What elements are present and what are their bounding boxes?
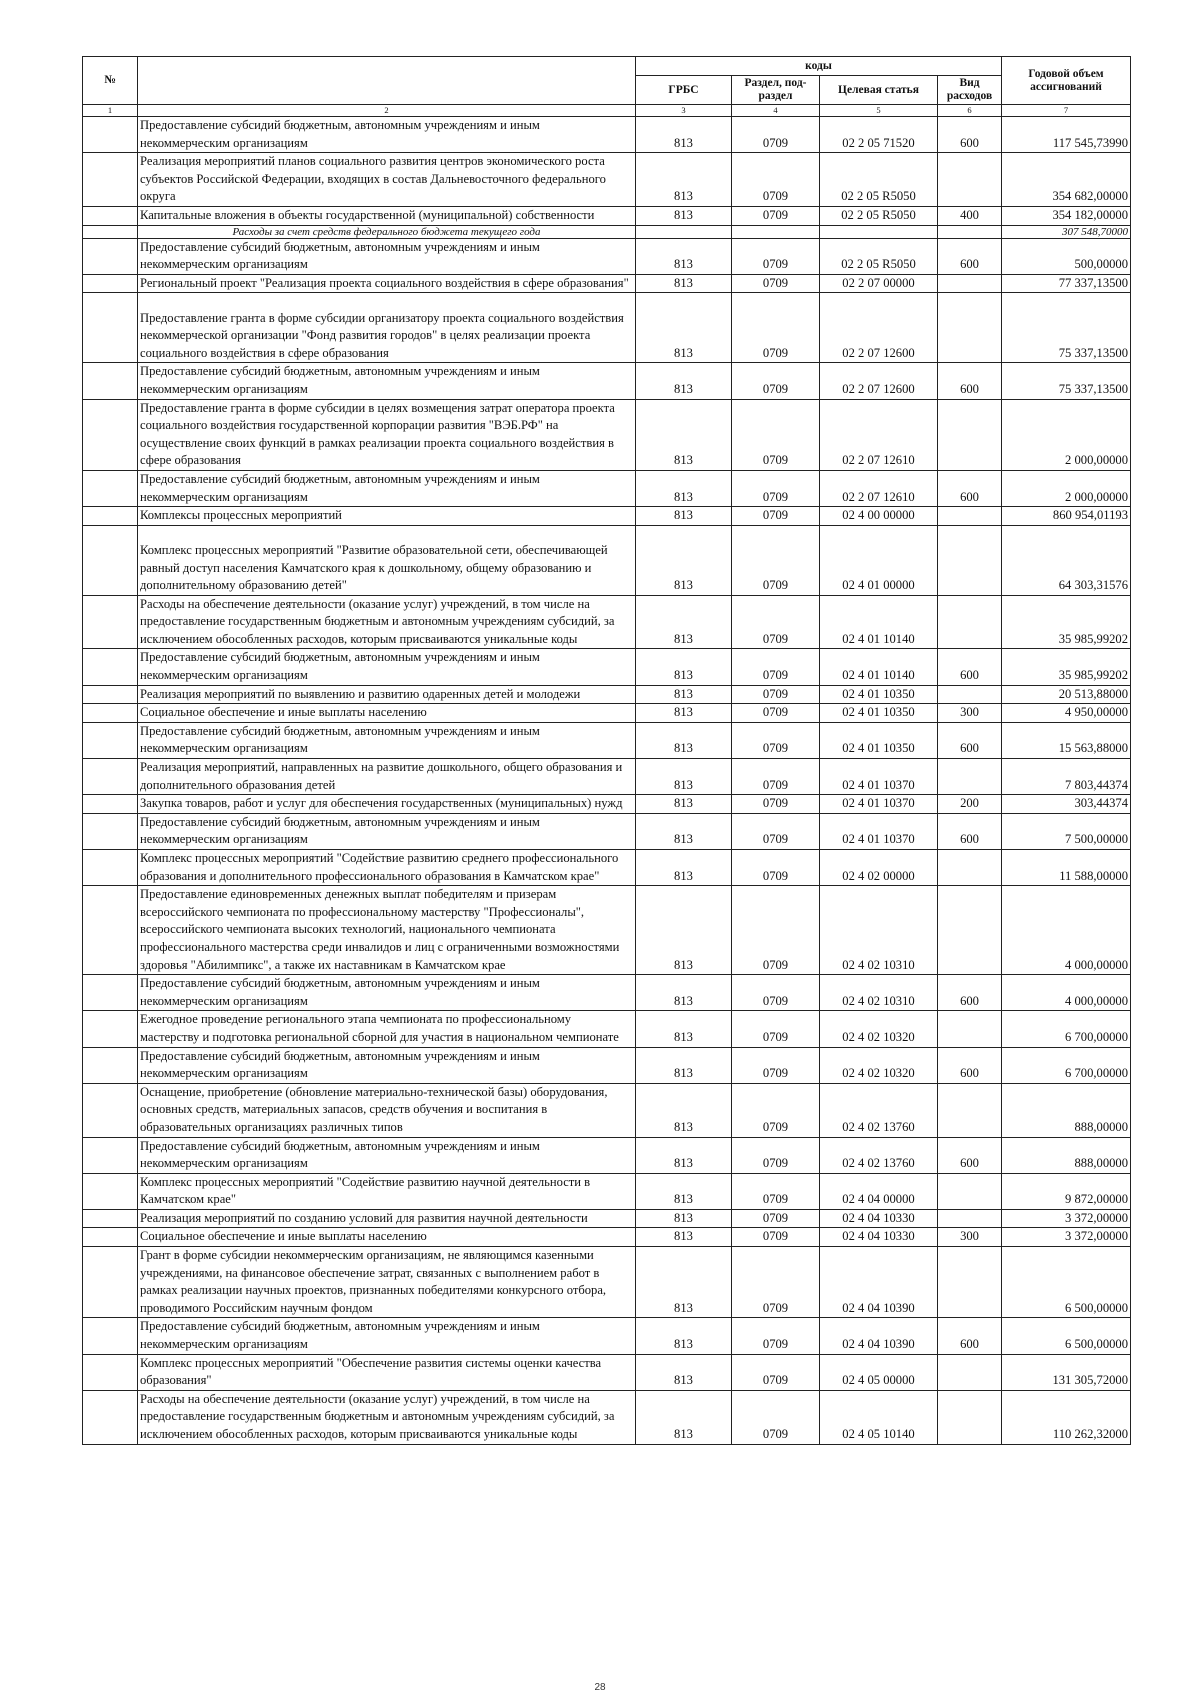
row-amount: 2 000,00000 (1002, 399, 1131, 470)
header-razdel: Раздел, под-раздел (732, 76, 820, 105)
row-razdel: 0709 (732, 1318, 820, 1354)
row-amount: 500,00000 (1002, 238, 1131, 274)
row-description: Комплексы процессных мероприятий (138, 507, 636, 526)
row-target-article: 02 4 00 00000 (820, 507, 938, 526)
row-grbs: 813 (636, 1318, 732, 1354)
row-number (83, 153, 138, 207)
header-grbs: ГРБС (636, 76, 732, 105)
row-expense-type (938, 595, 1002, 649)
document-page (82, 56, 1130, 1445)
row-number (83, 1173, 138, 1209)
row-razdel: 0709 (732, 1247, 820, 1318)
row-expense-type (938, 225, 1002, 238)
row-razdel: 0709 (732, 1083, 820, 1137)
row-number (83, 1137, 138, 1173)
row-grbs: 813 (636, 795, 732, 814)
table-row (83, 1173, 1131, 1209)
row-amount: 860 954,01193 (1002, 507, 1131, 526)
row-expense-type: 600 (938, 363, 1002, 399)
row-grbs: 813 (636, 470, 732, 506)
row-expense-type (938, 274, 1002, 293)
table-row (83, 886, 1131, 975)
row-expense-type: 600 (938, 813, 1002, 849)
row-razdel: 0709 (732, 886, 820, 975)
row-number (83, 850, 138, 886)
row-target-article: 02 4 05 10140 (820, 1390, 938, 1444)
row-expense-type: 600 (938, 1047, 1002, 1083)
table-row (83, 1247, 1131, 1318)
row-amount: 110 262,32000 (1002, 1390, 1131, 1444)
row-amount: 7 500,00000 (1002, 813, 1131, 849)
row-target-article: 02 4 02 10320 (820, 1047, 938, 1083)
row-grbs: 813 (636, 1247, 732, 1318)
row-expense-type (938, 293, 1002, 363)
row-description: Комплекс процессных мероприятий "Содействие развитию среднего профессионального образования и дополнительного профессионального образования в Камчатском крае" (138, 850, 636, 886)
column-number: 4 (732, 105, 820, 117)
row-razdel: 0709 (732, 206, 820, 225)
row-number (83, 225, 138, 238)
row-razdel: 0709 (732, 704, 820, 723)
row-description: Комплекс процессных мероприятий "Обеспечение развития системы оценки качества образования" (138, 1354, 636, 1390)
row-number (83, 1390, 138, 1444)
row-number (83, 704, 138, 723)
table-row (83, 1011, 1131, 1047)
row-grbs: 813 (636, 1083, 732, 1137)
row-number (83, 649, 138, 685)
row-razdel: 0709 (732, 1011, 820, 1047)
row-description: Предоставление субсидий бюджетным, автономным учреждениям и иным некоммерческим организациям (138, 1318, 636, 1354)
column-number: 2 (138, 105, 636, 117)
row-razdel: 0709 (732, 850, 820, 886)
row-grbs: 813 (636, 1137, 732, 1173)
row-expense-type (938, 1390, 1002, 1444)
row-razdel: 0709 (732, 525, 820, 595)
row-amount: 3 372,00000 (1002, 1209, 1131, 1228)
row-expense-type (938, 1247, 1002, 1318)
row-description: Грант в форме субсидии некоммерческим организациям, не являющимся казенными учреждениями, на финансовое обеспечение затрат, связанных с выполнением работ в рамках реализации научных проектов, признанных победителями конкурсного отбора, проводимого Российским научным фондом (138, 1247, 636, 1318)
row-expense-type: 600 (938, 722, 1002, 758)
table-row (83, 363, 1131, 399)
row-grbs: 813 (636, 153, 732, 207)
row-amount: 4 950,00000 (1002, 704, 1131, 723)
table-header (83, 57, 1131, 117)
row-expense-type: 400 (938, 206, 1002, 225)
row-description: Предоставление гранта в форме субсидии в целях возмещения затрат оператора проекта социального воздействия государственной корпорации развития "ВЭБ.РФ" на осуществление своих функций в рамках реализации проекта социального воздействия в сфере образования (138, 399, 636, 470)
row-expense-type (938, 507, 1002, 526)
row-target-article: 02 4 01 10370 (820, 759, 938, 795)
row-number (83, 685, 138, 704)
row-number (83, 274, 138, 293)
row-description: Закупка товаров, работ и услуг для обеспечения государственных (муниципальных) нужд (138, 795, 636, 814)
row-description: Предоставление субсидий бюджетным, автономным учреждениям и иным некоммерческим организациям (138, 813, 636, 849)
row-expense-type: 300 (938, 1228, 1002, 1247)
row-target-article: 02 4 02 10310 (820, 886, 938, 975)
row-amount: 4 000,00000 (1002, 975, 1131, 1011)
row-number (83, 1318, 138, 1354)
row-grbs: 813 (636, 399, 732, 470)
row-razdel: 0709 (732, 722, 820, 758)
table-row (83, 399, 1131, 470)
row-description: Предоставление единовременных денежных выплат победителям и призерам всероссийского чемпионата по профессиональному мастерству "Профессионалы", всероссийского чемпионата высоких технологий, национального чемпионата профессионального мастерства среди инвалидов и лиц с ограниченными возможностями здоровья "Абилимпикс", а также их наставникам в Камчатском крае (138, 886, 636, 975)
row-number (83, 759, 138, 795)
row-razdel: 0709 (732, 399, 820, 470)
row-target-article: 02 4 04 10330 (820, 1209, 938, 1228)
row-number (83, 795, 138, 814)
row-expense-type (938, 1209, 1002, 1228)
row-grbs: 813 (636, 1209, 732, 1228)
row-target-article: 02 2 05 R5050 (820, 206, 938, 225)
row-target-article: 02 2 07 00000 (820, 274, 938, 293)
row-number (83, 363, 138, 399)
table-row (83, 470, 1131, 506)
table-row (83, 685, 1131, 704)
row-amount: 2 000,00000 (1002, 470, 1131, 506)
column-number: 7 (1002, 105, 1131, 117)
row-razdel: 0709 (732, 238, 820, 274)
row-grbs: 813 (636, 1047, 732, 1083)
row-description: Предоставление субсидий бюджетным, автономным учреждениям и иным некоммерческим организациям (138, 975, 636, 1011)
row-amount: 9 872,00000 (1002, 1173, 1131, 1209)
row-amount: 11 588,00000 (1002, 850, 1131, 886)
row-target-article: 02 4 05 00000 (820, 1354, 938, 1390)
table-row (83, 795, 1131, 814)
table-row (83, 206, 1131, 225)
header-annual-volume: Годовой объем ассигнований (1002, 57, 1131, 105)
row-grbs: 813 (636, 813, 732, 849)
table-row (83, 975, 1131, 1011)
row-number (83, 813, 138, 849)
header-expense-type: Вид расходов (938, 76, 1002, 105)
row-description: Предоставление субсидий бюджетным, автономным учреждениям и иным некоммерческим организациям (138, 649, 636, 685)
row-razdel: 0709 (732, 363, 820, 399)
row-number (83, 470, 138, 506)
row-razdel: 0709 (732, 1047, 820, 1083)
row-number (83, 206, 138, 225)
row-description: Реализация мероприятий, направленных на развитие дошкольного, общего образования и дополнительного образования детей (138, 759, 636, 795)
row-description: Социальное обеспечение и иные выплаты населению (138, 1228, 636, 1247)
row-number (83, 293, 138, 363)
row-expense-type: 200 (938, 795, 1002, 814)
row-razdel: 0709 (732, 153, 820, 207)
header-num: № (83, 57, 138, 105)
row-target-article: 02 4 02 13760 (820, 1083, 938, 1137)
row-razdel: 0709 (732, 975, 820, 1011)
row-number (83, 525, 138, 595)
row-expense-type (938, 1083, 1002, 1137)
row-amount: 307 548,70000 (1002, 225, 1131, 238)
row-number (83, 399, 138, 470)
row-grbs: 813 (636, 722, 732, 758)
row-target-article: 02 4 02 13760 (820, 1137, 938, 1173)
row-expense-type (938, 886, 1002, 975)
row-razdel: 0709 (732, 507, 820, 526)
row-amount: 7 803,44374 (1002, 759, 1131, 795)
row-grbs: 813 (636, 1228, 732, 1247)
row-target-article (820, 225, 938, 238)
row-description: Расходы за счет средств федерального бюджета текущего года (138, 225, 636, 238)
row-razdel: 0709 (732, 293, 820, 363)
row-description: Расходы на обеспечение деятельности (оказание услуг) учреждений, в том числе на предоставление государственным бюджетным и автономным учреждениям субсидий, за исключением обособленных расходов, которым присваиваются уникальные коды (138, 595, 636, 649)
row-target-article: 02 4 02 10310 (820, 975, 938, 1011)
table-row (83, 225, 1131, 238)
row-grbs: 813 (636, 206, 732, 225)
row-amount: 35 985,99202 (1002, 649, 1131, 685)
table-row (83, 759, 1131, 795)
row-grbs: 813 (636, 1354, 732, 1390)
row-grbs: 813 (636, 117, 732, 153)
row-amount: 6 700,00000 (1002, 1047, 1131, 1083)
row-amount: 303,44374 (1002, 795, 1131, 814)
row-description: Предоставление гранта в форме субсидии организатору проекта социального воздействия некоммерческой организации "Фонд развития городов" в целях реализации проекта социального воздействия в сфере образования (138, 293, 636, 363)
row-amount: 3 372,00000 (1002, 1228, 1131, 1247)
row-grbs: 813 (636, 507, 732, 526)
row-target-article: 02 4 01 00000 (820, 525, 938, 595)
table-body (83, 117, 1131, 1445)
row-description: Комплекс процессных мероприятий "Содействие развитию научной деятельности в Камчатском крае" (138, 1173, 636, 1209)
row-number (83, 886, 138, 975)
table-row (83, 1209, 1131, 1228)
row-grbs: 813 (636, 1390, 732, 1444)
row-amount: 354 682,00000 (1002, 153, 1131, 207)
table-row (83, 850, 1131, 886)
row-amount: 35 985,99202 (1002, 595, 1131, 649)
row-expense-type: 600 (938, 1137, 1002, 1173)
table-row (83, 813, 1131, 849)
budget-table (82, 56, 1131, 1445)
column-number: 3 (636, 105, 732, 117)
row-grbs: 813 (636, 886, 732, 975)
row-expense-type (938, 685, 1002, 704)
row-number (83, 1209, 138, 1228)
row-target-article: 02 4 01 10140 (820, 595, 938, 649)
row-grbs: 813 (636, 293, 732, 363)
row-amount: 131 305,72000 (1002, 1354, 1131, 1390)
row-number (83, 1228, 138, 1247)
row-target-article: 02 2 05 71520 (820, 117, 938, 153)
row-razdel: 0709 (732, 274, 820, 293)
row-grbs: 813 (636, 850, 732, 886)
row-target-article: 02 2 07 12610 (820, 470, 938, 506)
table-row (83, 293, 1131, 363)
row-grbs: 813 (636, 525, 732, 595)
row-grbs: 813 (636, 759, 732, 795)
row-target-article: 02 4 01 10350 (820, 704, 938, 723)
row-expense-type (938, 1173, 1002, 1209)
row-target-article: 02 4 01 10350 (820, 722, 938, 758)
row-amount: 6 500,00000 (1002, 1318, 1131, 1354)
column-number: 5 (820, 105, 938, 117)
table-row (83, 649, 1131, 685)
row-grbs: 813 (636, 685, 732, 704)
table-row (83, 507, 1131, 526)
row-expense-type (938, 153, 1002, 207)
row-target-article: 02 4 01 10370 (820, 795, 938, 814)
row-expense-type: 600 (938, 1318, 1002, 1354)
row-target-article: 02 4 01 10370 (820, 813, 938, 849)
row-description: Реализация мероприятий по созданию условий для развития научной деятельности (138, 1209, 636, 1228)
row-target-article: 02 2 07 12600 (820, 293, 938, 363)
column-number: 6 (938, 105, 1002, 117)
row-razdel: 0709 (732, 1354, 820, 1390)
row-number (83, 1083, 138, 1137)
row-razdel (732, 225, 820, 238)
row-number (83, 1354, 138, 1390)
table-row (83, 238, 1131, 274)
row-grbs: 813 (636, 238, 732, 274)
row-number (83, 975, 138, 1011)
row-expense-type (938, 850, 1002, 886)
row-expense-type: 300 (938, 704, 1002, 723)
row-grbs: 813 (636, 363, 732, 399)
row-target-article: 02 4 02 10320 (820, 1011, 938, 1047)
row-razdel: 0709 (732, 1390, 820, 1444)
row-grbs: 813 (636, 1011, 732, 1047)
row-description: Расходы на обеспечение деятельности (оказание услуг) учреждений, в том числе на предоставление государственным бюджетным и автономным учреждениям субсидий, за исключением обособленных расходов, которым присваиваются уникальные коды (138, 1390, 636, 1444)
row-number (83, 722, 138, 758)
row-expense-type (938, 1011, 1002, 1047)
row-target-article: 02 2 07 12600 (820, 363, 938, 399)
table-row (83, 153, 1131, 207)
row-razdel: 0709 (732, 795, 820, 814)
row-target-article: 02 4 04 10390 (820, 1318, 938, 1354)
column-number: 1 (83, 105, 138, 117)
row-razdel: 0709 (732, 1209, 820, 1228)
row-target-article: 02 2 07 12610 (820, 399, 938, 470)
row-expense-type: 600 (938, 238, 1002, 274)
row-target-article: 02 4 04 10330 (820, 1228, 938, 1247)
column-number-row (83, 105, 1131, 117)
row-grbs: 813 (636, 1173, 732, 1209)
table-row (83, 1137, 1131, 1173)
row-number (83, 507, 138, 526)
row-grbs: 813 (636, 595, 732, 649)
row-expense-type (938, 525, 1002, 595)
table-row (83, 722, 1131, 758)
row-description: Социальное обеспечение и иные выплаты населению (138, 704, 636, 723)
row-amount: 4 000,00000 (1002, 886, 1131, 975)
row-description: Оснащение, приобретение (обновление материально-технической базы) оборудования, основных средств, материальных запасов, средств обучения и воспитания в образовательных организациях различных типов (138, 1083, 636, 1137)
table-row (83, 1354, 1131, 1390)
table-row (83, 274, 1131, 293)
row-amount: 77 337,13500 (1002, 274, 1131, 293)
table-row (83, 525, 1131, 595)
row-amount: 888,00000 (1002, 1083, 1131, 1137)
row-amount: 354 182,00000 (1002, 206, 1131, 225)
row-razdel: 0709 (732, 813, 820, 849)
row-grbs: 813 (636, 704, 732, 723)
row-description: Предоставление субсидий бюджетным, автономным учреждениям и иным некоммерческим организациям (138, 363, 636, 399)
row-expense-type (938, 399, 1002, 470)
header-description (138, 57, 636, 105)
row-amount: 20 513,88000 (1002, 685, 1131, 704)
row-grbs: 813 (636, 274, 732, 293)
table-row (83, 1083, 1131, 1137)
row-grbs: 813 (636, 649, 732, 685)
table-row (83, 1228, 1131, 1247)
row-razdel: 0709 (732, 1228, 820, 1247)
header-codes: коды (636, 57, 1002, 76)
row-razdel: 0709 (732, 117, 820, 153)
table-row (83, 595, 1131, 649)
row-description: Реализация мероприятий по выявлению и развитию одаренных детей и молодежи (138, 685, 636, 704)
row-expense-type: 600 (938, 470, 1002, 506)
row-amount: 75 337,13500 (1002, 363, 1131, 399)
row-amount: 117 545,73990 (1002, 117, 1131, 153)
row-target-article: 02 4 01 10350 (820, 685, 938, 704)
row-number (83, 117, 138, 153)
row-amount: 888,00000 (1002, 1137, 1131, 1173)
row-razdel: 0709 (732, 470, 820, 506)
row-description: Капитальные вложения в объекты государственной (муниципальной) собственности (138, 206, 636, 225)
row-description: Предоставление субсидий бюджетным, автономным учреждениям и иным некоммерческим организациям (138, 1047, 636, 1083)
table-row (83, 1390, 1131, 1444)
header-target-article: Целевая статья (820, 76, 938, 105)
table-row (83, 704, 1131, 723)
row-amount: 64 303,31576 (1002, 525, 1131, 595)
table-row (83, 117, 1131, 153)
row-description: Предоставление субсидий бюджетным, автономным учреждениям и иным некоммерческим организациям (138, 470, 636, 506)
row-number (83, 1047, 138, 1083)
row-expense-type: 600 (938, 117, 1002, 153)
row-amount: 75 337,13500 (1002, 293, 1131, 363)
row-expense-type: 600 (938, 975, 1002, 1011)
row-razdel: 0709 (732, 595, 820, 649)
row-target-article: 02 4 02 00000 (820, 850, 938, 886)
row-expense-type: 600 (938, 649, 1002, 685)
row-expense-type (938, 759, 1002, 795)
row-amount: 15 563,88000 (1002, 722, 1131, 758)
row-expense-type (938, 1354, 1002, 1390)
row-razdel: 0709 (732, 1137, 820, 1173)
row-description: Предоставление субсидий бюджетным, автономным учреждениям и иным некоммерческим организациям (138, 1137, 636, 1173)
row-grbs (636, 225, 732, 238)
row-razdel: 0709 (732, 759, 820, 795)
row-number (83, 1247, 138, 1318)
row-amount: 6 500,00000 (1002, 1247, 1131, 1318)
row-description: Реализация мероприятий планов социального развития центров экономического роста субъектов Российской Федерации, входящих в состав Дальневосточного федерального округа (138, 153, 636, 207)
row-description: Предоставление субсидий бюджетным, автономным учреждениям и иным некоммерческим организациям (138, 117, 636, 153)
row-target-article: 02 4 04 00000 (820, 1173, 938, 1209)
row-amount: 6 700,00000 (1002, 1011, 1131, 1047)
row-grbs: 813 (636, 975, 732, 1011)
row-number (83, 595, 138, 649)
row-target-article: 02 2 05 R5050 (820, 238, 938, 274)
row-description: Ежегодное проведение регионального этапа чемпионата по профессиональному мастерству и подготовка региональной сборной для участия в национальном чемпионате (138, 1011, 636, 1047)
row-target-article: 02 4 04 10390 (820, 1247, 938, 1318)
row-description: Предоставление субсидий бюджетным, автономным учреждениям и иным некоммерческим организациям (138, 238, 636, 274)
row-razdel: 0709 (732, 1173, 820, 1209)
row-number (83, 238, 138, 274)
table-row (83, 1047, 1131, 1083)
row-number (83, 1011, 138, 1047)
table-row (83, 1318, 1131, 1354)
row-razdel: 0709 (732, 685, 820, 704)
row-description: Комплекс процессных мероприятий "Развитие образовательной сети, обеспечивающей равный доступ населения Камчатского края к дошкольному, общему образованию и дополнительному образованию детей" (138, 525, 636, 595)
row-description: Региональный проект "Реализация проекта социального воздействия в сфере образования" (138, 274, 636, 293)
page-number: 28 (594, 1682, 606, 1693)
row-razdel: 0709 (732, 649, 820, 685)
row-description: Предоставление субсидий бюджетным, автономным учреждениям и иным некоммерческим организациям (138, 722, 636, 758)
row-target-article: 02 4 01 10140 (820, 649, 938, 685)
row-target-article: 02 2 05 R5050 (820, 153, 938, 207)
